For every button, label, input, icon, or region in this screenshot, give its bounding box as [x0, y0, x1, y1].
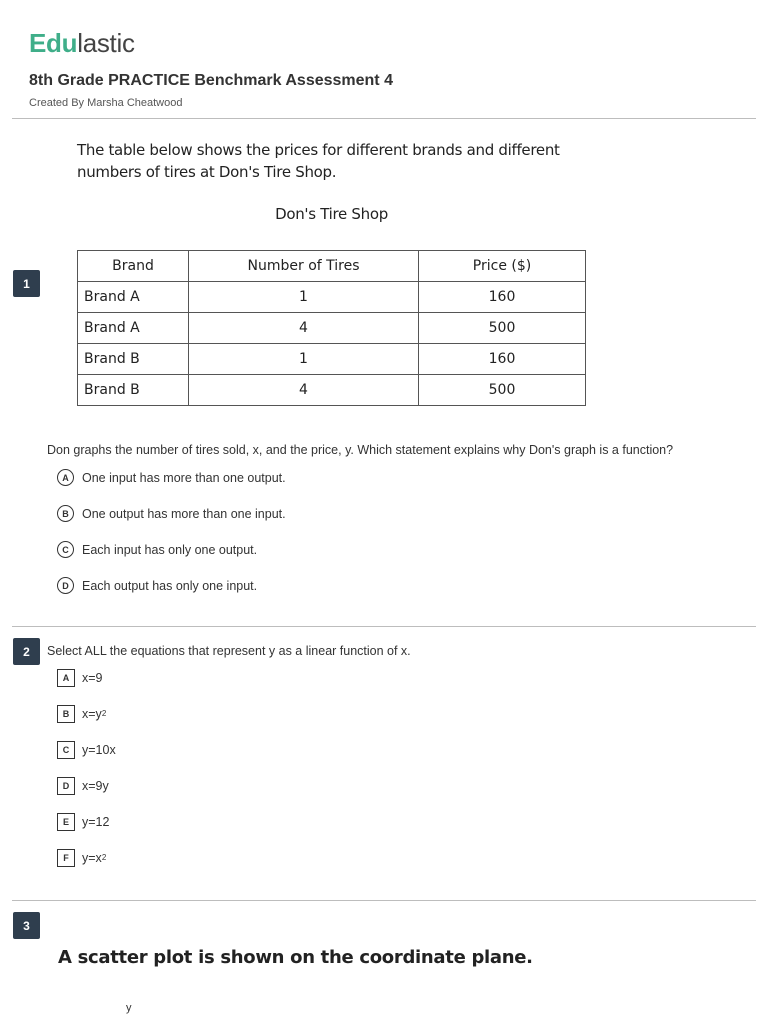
table-cell: 1	[189, 344, 419, 375]
edulastic-logo	[29, 28, 135, 59]
option-letter-box[interactable]: D	[57, 777, 75, 795]
table-cell: Brand B	[78, 344, 189, 375]
column-header: Number of Tires	[189, 251, 419, 282]
table-row	[78, 313, 586, 344]
option-text: Each input has only one output.	[82, 542, 258, 557]
option-text: y=10x	[82, 743, 116, 757]
question-intro: The table below shows the prices for different brands and different numbers of tires at Don's Tire Shop.	[77, 141, 560, 181]
question-number-badge: 2	[13, 638, 40, 665]
table-cell: 1	[189, 282, 419, 313]
table-cell: Brand B	[78, 375, 189, 406]
option-letter-box[interactable]: A	[57, 669, 75, 687]
option-text: x=9	[82, 671, 103, 685]
question-number-badge: 1	[13, 270, 40, 297]
table-title: Don's Tire Shop	[275, 205, 388, 223]
checkbox-option-f[interactable]: F y=x 2	[57, 849, 106, 867]
option-letter-box[interactable]: F	[57, 849, 75, 867]
option-letter-circle[interactable]: D	[57, 577, 74, 594]
checkbox-option-b[interactable]: B x=y 2	[57, 705, 106, 723]
table-cell: 500	[419, 313, 586, 344]
question-divider	[12, 900, 756, 901]
question-text: A scatter plot is shown on the coordinate plane.	[58, 947, 533, 968]
option-text: y=12	[82, 815, 110, 829]
table-cell: 500	[419, 375, 586, 406]
table-row	[78, 375, 586, 406]
table-cell: 160	[419, 344, 586, 375]
option-text: y=x	[82, 851, 102, 865]
answer-option-a[interactable]	[57, 469, 286, 486]
option-letter-circle[interactable]: B	[57, 505, 74, 522]
created-by: Created By Marsha Cheatwood	[29, 97, 183, 109]
brand-lastic: lastic	[77, 28, 135, 58]
option-text: One input has more than one output.	[82, 470, 286, 485]
option-letter-circle[interactable]: C	[57, 541, 74, 558]
option-text: One output has more than one input.	[82, 506, 286, 521]
question-number-badge: 3	[13, 912, 40, 939]
table-row	[78, 344, 586, 375]
header-divider	[12, 118, 756, 119]
table-cell: 4	[189, 375, 419, 406]
table-cell: Brand A	[78, 313, 189, 344]
table-row	[78, 282, 586, 313]
table-cell: Brand A	[78, 282, 189, 313]
option-text: x=9y	[82, 779, 109, 793]
assessment-title: 8th Grade PRACTICE Benchmark Assessment 4	[29, 72, 393, 89]
option-letter-box[interactable]: C	[57, 741, 75, 759]
brand-edu: Edu	[29, 28, 78, 58]
option-text: x=y	[82, 707, 102, 721]
option-letter-box[interactable]: E	[57, 813, 75, 831]
checkbox-option-a[interactable]	[57, 669, 103, 687]
answer-option-b[interactable]	[57, 505, 286, 522]
table-cell: 160	[419, 282, 586, 313]
answer-option-c[interactable]	[57, 541, 257, 558]
question-divider	[12, 626, 756, 627]
column-header: Brand	[78, 251, 189, 282]
table-cell: 4	[189, 313, 419, 344]
question-stem: Select ALL the equations that represent y as a linear function of x.	[47, 644, 411, 658]
column-header: Price ($)	[419, 251, 586, 282]
checkbox-option-e[interactable]	[57, 813, 109, 831]
question-stem: Don graphs the number of tires sold, x, and the price, y. Which statement explains why Don's graph is a function?	[47, 443, 674, 457]
y-axis-label: y	[126, 1002, 132, 1014]
option-letter-box[interactable]: B	[57, 705, 75, 723]
answer-option-d[interactable]	[57, 577, 257, 594]
option-letter-circle[interactable]: A	[57, 469, 74, 486]
tire-price-table	[77, 250, 586, 406]
table-header-row	[78, 251, 586, 282]
checkbox-option-c[interactable]	[57, 741, 116, 759]
option-text: Each output has only one input.	[82, 578, 258, 593]
checkbox-option-d[interactable]	[57, 777, 109, 795]
